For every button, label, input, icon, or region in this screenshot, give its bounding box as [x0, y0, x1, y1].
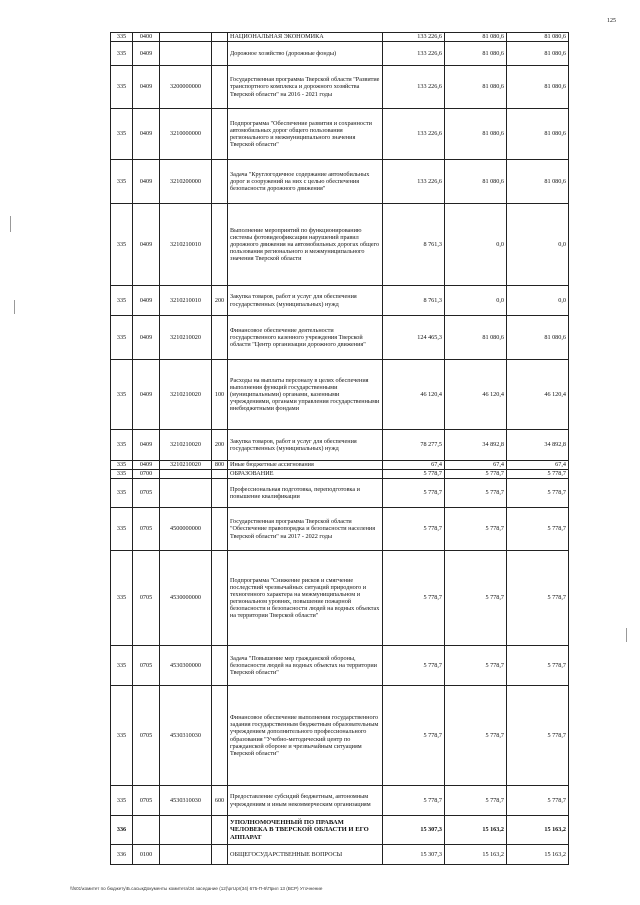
cell-target-article [160, 479, 212, 508]
table-row [111, 160, 569, 204]
cell-target-article: 4530310030 [160, 686, 212, 786]
cell-amount-2: 5 778,7 [445, 551, 507, 646]
cell-section-code: 0409 [133, 109, 160, 160]
table-row [111, 461, 569, 470]
cell-amount-3: 34 892,8 [507, 430, 569, 461]
cell-amount-1: 5 778,7 [383, 646, 445, 686]
cell-amount-1: 5 778,7 [383, 508, 445, 551]
table-row [111, 33, 569, 42]
cell-amount-1: 5 778,7 [383, 551, 445, 646]
cell-amount-2: 15 163,2 [445, 816, 507, 845]
cell-expense-type [212, 204, 228, 286]
cell-name: Задача "Повышение мер гражданской обороны, безопасности людей на водных объектах на территории Тверской области" [228, 646, 383, 686]
cell-name: Профессиональная подготовка, переподготовка и повышение квалификации [228, 479, 383, 508]
cell-amount-1: 5 778,7 [383, 786, 445, 816]
cell-amount-2: 5 778,7 [445, 686, 507, 786]
cell-name: Государственная программа Тверской области "Развитие транспортного комплекса и дорожного хозяйства Тверской области" на 2016 - 2021 годы [228, 66, 383, 109]
cell-amount-1: 78 277,5 [383, 430, 445, 461]
cell-section-code: 0100 [133, 845, 160, 865]
cell-name: Дорожное хозяйство (дорожные фонды) [228, 42, 383, 66]
cell-section-code: 0705 [133, 686, 160, 786]
cell-admin-code: 335 [111, 551, 133, 646]
cell-amount-2: 67,4 [445, 461, 507, 470]
cell-name: Выполнение мероприятий по функционированию системы фотовидеофиксации нарушений правил дорожного движения на автомобильных дорогах общего пользования регионального и межмуниципального значения Тверской области [228, 204, 383, 286]
cell-admin-code: 335 [111, 316, 133, 360]
cell-amount-1: 133 226,6 [383, 33, 445, 42]
cell-section-code: 0705 [133, 479, 160, 508]
budget-table [110, 32, 569, 865]
cell-target-article [160, 42, 212, 66]
cell-amount-2: 5 778,7 [445, 786, 507, 816]
table-row [111, 430, 569, 461]
scan-mark-left-1 [10, 216, 11, 232]
cell-section-code: 0400 [133, 33, 160, 42]
cell-section-code: 0409 [133, 461, 160, 470]
cell-amount-2: 81 080,6 [445, 42, 507, 66]
cell-expense-type [212, 551, 228, 646]
cell-expense-type [212, 109, 228, 160]
cell-target-article [160, 33, 212, 42]
cell-admin-code: 336 [111, 845, 133, 865]
cell-amount-2: 81 080,6 [445, 109, 507, 160]
cell-amount-1: 67,4 [383, 461, 445, 470]
cell-expense-type: 200 [212, 430, 228, 461]
cell-expense-type [212, 508, 228, 551]
cell-amount-1: 5 778,7 [383, 470, 445, 479]
cell-amount-3: 5 778,7 [507, 686, 569, 786]
cell-amount-2: 0,0 [445, 204, 507, 286]
budget-table-body [111, 33, 569, 865]
cell-target-article: 3210210020 [160, 316, 212, 360]
cell-name: Закупка товаров, работ и услуг для обеспечения государственных (муниципальных) нужд [228, 286, 383, 316]
cell-admin-code: 335 [111, 160, 133, 204]
cell-name: Задача "Круглогодичное содержание автомобильных дорог и сооружений на них с целью обеспечения безопасности дорожного движения" [228, 160, 383, 204]
cell-expense-type: 200 [212, 286, 228, 316]
cell-name: Подпрограмма "Снижение рисков и смягчение последствий чрезвычайных ситуаций природного и техногенного характера на межмуниципальном и региональном уровнях, повышение пожарной безопасности и безопасности людей на водных объектах на территории Тверской области" [228, 551, 383, 646]
cell-amount-1: 46 120,4 [383, 360, 445, 430]
cell-amount-1: 8 761,3 [383, 286, 445, 316]
cell-name: Расходы на выплаты персоналу в целях обеспечения выполнения функций государственными (муниципальными) органами, казенными учреждениями, органами управления государственными внебюджетными фондами [228, 360, 383, 430]
cell-name: Подпрограмма "Обеспечение развития и сохранности автомобильных дорог общего пользования регионального и межмуниципального значения Тверской области" [228, 109, 383, 160]
cell-target-article: 3200000000 [160, 66, 212, 109]
cell-amount-3: 5 778,7 [507, 470, 569, 479]
cell-amount-1: 15 307,3 [383, 845, 445, 865]
cell-amount-1: 133 226,6 [383, 66, 445, 109]
cell-admin-code: 335 [111, 508, 133, 551]
cell-name: Закупка товаров, работ и услуг для обеспечения государственных (муниципальных) нужд [228, 430, 383, 461]
table-row [111, 316, 569, 360]
table-row [111, 551, 569, 646]
cell-amount-2: 34 892,8 [445, 430, 507, 461]
cell-expense-type [212, 479, 228, 508]
cell-amount-2: 5 778,7 [445, 470, 507, 479]
cell-expense-type: 600 [212, 786, 228, 816]
table-row [111, 646, 569, 686]
cell-name: Иные бюджетные ассигнования [228, 461, 383, 470]
cell-admin-code: 335 [111, 479, 133, 508]
cell-amount-1: 5 778,7 [383, 479, 445, 508]
cell-amount-1: 124 465,3 [383, 316, 445, 360]
cell-expense-type [212, 686, 228, 786]
cell-admin-code: 335 [111, 461, 133, 470]
cell-admin-code: 335 [111, 109, 133, 160]
cell-amount-2: 15 163,2 [445, 845, 507, 865]
table-row [111, 508, 569, 551]
cell-amount-3: 81 080,6 [507, 160, 569, 204]
table-row [111, 204, 569, 286]
cell-section-code: 0705 [133, 508, 160, 551]
cell-target-article: 3210210010 [160, 286, 212, 316]
table-row [111, 286, 569, 316]
cell-name: УПОЛНОМОЧЕННЫЙ ПО ПРАВАМ ЧЕЛОВЕКА В ТВЕРСКОЙ ОБЛАСТИ И ЕГО АППАРАТ [228, 816, 383, 845]
cell-amount-1: 8 761,3 [383, 204, 445, 286]
cell-admin-code: 335 [111, 33, 133, 42]
cell-section-code: 0409 [133, 42, 160, 66]
table-row [111, 479, 569, 508]
cell-admin-code: 335 [111, 204, 133, 286]
cell-section-code: 0705 [133, 551, 160, 646]
scan-mark-left-2 [14, 300, 15, 314]
cell-amount-2: 81 080,6 [445, 66, 507, 109]
cell-target-article: 4530310030 [160, 786, 212, 816]
cell-target-article: 4500000000 [160, 508, 212, 551]
cell-target-article: 4530000000 [160, 551, 212, 646]
cell-name: ОБРАЗОВАНИЕ [228, 470, 383, 479]
cell-name: Финансовое обеспечение деятельности государственного казенного учреждения Тверской области "Центр организации дорожного движения" [228, 316, 383, 360]
cell-amount-3: 81 080,6 [507, 316, 569, 360]
cell-amount-2: 5 778,7 [445, 646, 507, 686]
cell-amount-3: 0,0 [507, 286, 569, 316]
table-row [111, 360, 569, 430]
budget-table-container [110, 32, 568, 865]
cell-amount-1: 133 226,6 [383, 160, 445, 204]
cell-admin-code: 335 [111, 646, 133, 686]
cell-section-code: 0409 [133, 204, 160, 286]
scan-mark-right-1 [626, 628, 627, 642]
cell-admin-code: 335 [111, 42, 133, 66]
cell-section-code: 0705 [133, 646, 160, 686]
cell-expense-type [212, 33, 228, 42]
cell-amount-1: 133 226,6 [383, 109, 445, 160]
cell-amount-3: 81 080,6 [507, 33, 569, 42]
cell-target-article: 3210210010 [160, 204, 212, 286]
cell-target-article [160, 816, 212, 845]
cell-amount-3: 67,4 [507, 461, 569, 470]
cell-amount-3: 0,0 [507, 204, 569, 286]
cell-amount-3: 5 778,7 [507, 646, 569, 686]
table-row [111, 66, 569, 109]
cell-amount-2: 46 120,4 [445, 360, 507, 430]
cell-amount-1: 15 307,3 [383, 816, 445, 845]
cell-amount-2: 5 778,7 [445, 479, 507, 508]
cell-section-code: 0409 [133, 360, 160, 430]
cell-amount-1: 5 778,7 [383, 686, 445, 786]
cell-target-article: 3210210020 [160, 360, 212, 430]
cell-amount-3: 81 080,6 [507, 109, 569, 160]
cell-section-code: 0705 [133, 786, 160, 816]
cell-admin-code: 335 [111, 686, 133, 786]
cell-name: Предоставление субсидий бюджетным, автономным учреждениям и иным некоммерческим организациям [228, 786, 383, 816]
cell-expense-type [212, 845, 228, 865]
cell-amount-2: 81 080,6 [445, 160, 507, 204]
cell-section-code [133, 816, 160, 845]
cell-admin-code: 335 [111, 286, 133, 316]
cell-amount-1: 133 226,6 [383, 42, 445, 66]
cell-admin-code: 335 [111, 430, 133, 461]
cell-name: Государственная программа Тверской области "Обеспечение правопорядка и безопасности населения Тверской области" на 2017 - 2022 годы [228, 508, 383, 551]
cell-amount-3: 46 120,4 [507, 360, 569, 430]
table-row [111, 109, 569, 160]
cell-amount-2: 5 778,7 [445, 508, 507, 551]
cell-target-article: 3210000000 [160, 109, 212, 160]
cell-amount-2: 0,0 [445, 286, 507, 316]
cell-amount-3: 15 163,2 [507, 845, 569, 865]
cell-admin-code: 336 [111, 816, 133, 845]
cell-expense-type: 800 [212, 461, 228, 470]
cell-section-code: 0409 [133, 160, 160, 204]
cell-amount-3: 5 778,7 [507, 551, 569, 646]
cell-amount-3: 5 778,7 [507, 479, 569, 508]
cell-amount-3: 15 163,2 [507, 816, 569, 845]
cell-name: ОБЩЕГОСУДАРСТВЕННЫЕ ВОПРОСЫ [228, 845, 383, 865]
cell-expense-type: 100 [212, 360, 228, 430]
cell-admin-code: 335 [111, 66, 133, 109]
cell-name: НАЦИОНАЛЬНАЯ ЭКОНОМИКА [228, 33, 383, 42]
cell-expense-type [212, 316, 228, 360]
cell-expense-type [212, 66, 228, 109]
cell-target-article [160, 845, 212, 865]
cell-amount-2: 81 080,6 [445, 316, 507, 360]
cell-section-code: 0409 [133, 66, 160, 109]
cell-section-code: 0700 [133, 470, 160, 479]
cell-expense-type [212, 470, 228, 479]
table-row [111, 816, 569, 845]
cell-expense-type [212, 646, 228, 686]
cell-target-article: 3210200000 [160, 160, 212, 204]
table-row [111, 42, 569, 66]
cell-amount-3: 81 080,6 [507, 42, 569, 66]
cell-section-code: 0409 [133, 430, 160, 461]
table-row [111, 686, 569, 786]
cell-expense-type [212, 816, 228, 845]
cell-amount-3: 5 778,7 [507, 786, 569, 816]
table-row [111, 786, 569, 816]
cell-amount-3: 5 778,7 [507, 508, 569, 551]
footer-file-path: \\fs01\комитет по бюджету\Б.сасыкДокументы комитета\34 заседание (12)\prUpr(34) 675-П-6\Прил 13 (ВСР) Уточнение [70, 886, 323, 891]
cell-target-article: 3210210020 [160, 430, 212, 461]
cell-admin-code: 335 [111, 786, 133, 816]
cell-target-article: 3210210020 [160, 461, 212, 470]
table-row [111, 845, 569, 865]
table-row [111, 470, 569, 479]
cell-amount-2: 81 080,6 [445, 33, 507, 42]
cell-target-article [160, 470, 212, 479]
cell-name: Финансовое обеспечение выполнения государственного задания государственным бюджетным образовательным учреждением дополнительного профессионального образования "Учебно-методический центр по гражданской обороне и чрезвычайным ситуациям Тверской области" [228, 686, 383, 786]
cell-admin-code: 335 [111, 470, 133, 479]
page-number: 125 [607, 18, 616, 24]
cell-target-article: 4530300000 [160, 646, 212, 686]
cell-expense-type [212, 42, 228, 66]
cell-admin-code: 335 [111, 360, 133, 430]
cell-expense-type [212, 160, 228, 204]
cell-section-code: 0409 [133, 286, 160, 316]
cell-amount-3: 81 080,6 [507, 66, 569, 109]
cell-section-code: 0409 [133, 316, 160, 360]
